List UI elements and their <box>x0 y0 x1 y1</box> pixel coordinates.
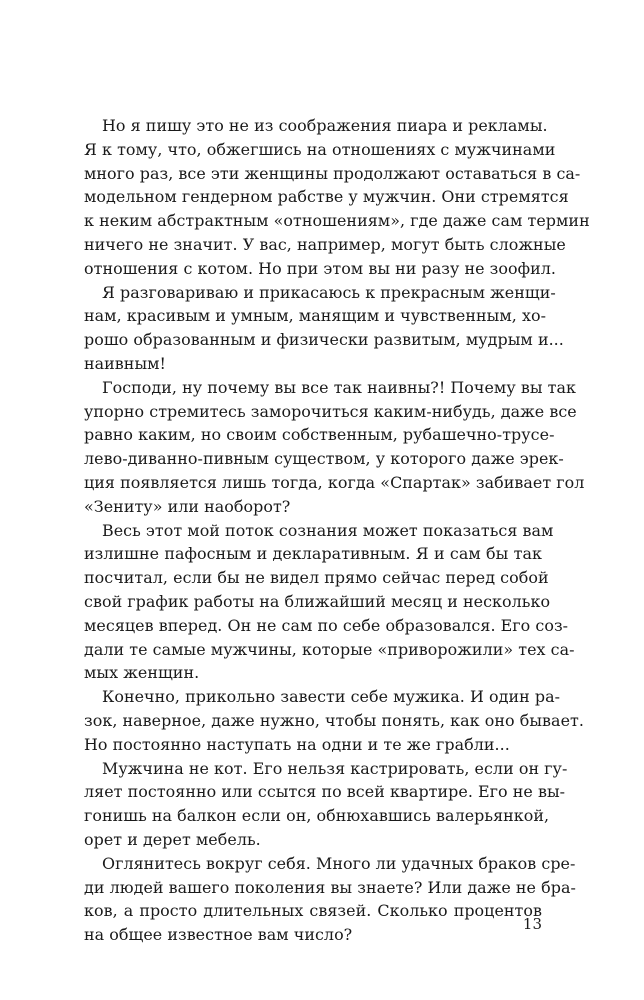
paragraph-5 <box>84 685 584 756</box>
text-line: отношения с котом. Но при этом вы ни разу не зоофил. <box>84 258 556 278</box>
text-line: дали те самые мужчины, которые «приворожили» тех са- <box>84 639 575 659</box>
paragraph-3 <box>84 376 585 519</box>
text-line: свой график работы на ближайший месяц и несколько <box>84 591 551 611</box>
paragraph-6 <box>84 757 568 852</box>
text-line: орет и дерет мебель. <box>84 829 261 849</box>
text-line: рошо образованным и физически развитым, мудрым и... <box>84 330 564 350</box>
text-line: Но постоянно наступать на одни и те же грабли... <box>84 734 510 754</box>
text-line: равно каким, но своим собственным, рубашечно-трусе- <box>84 425 555 445</box>
text-line: Я разговариваю и прикасаюсь к прекрасным женщи- <box>102 282 556 302</box>
text-line: гонишь на балкон если он, обнюхавшись валерьянкой, <box>84 806 550 826</box>
text-line: нам, красивым и умным, манящим и чувственным, хо- <box>84 306 547 326</box>
text-line: модельном гендерном рабстве у мужчин. Они стремятся <box>84 187 569 207</box>
body-text <box>84 114 590 947</box>
text-line: «Зениту» или наоборот? <box>84 496 291 516</box>
text-line: ков, а просто длительных связей. Сколько процентов <box>84 901 542 921</box>
text-line: месяцев вперед. Он не сам по себе образовался. Его соз- <box>84 615 569 635</box>
text-line: упорно стремитесь заморочиться каким-нибудь, даже все <box>84 401 577 421</box>
text-line: Весь этот мой поток сознания может показаться вам <box>102 520 554 540</box>
paragraph-7 <box>84 852 576 947</box>
page-number: 13 <box>522 915 542 933</box>
text-line: излишне пафосным и декларативным. Я и сам бы так <box>84 544 542 564</box>
text-line: к неким абстрактным «отношениям», где даже сам термин <box>84 211 590 231</box>
text-line: лево-диванно-пивным существом, у которого даже эрек- <box>84 449 564 469</box>
paragraph-2 <box>84 281 564 376</box>
text-line: много раз, все эти женщины продолжают оставаться в са- <box>84 163 581 183</box>
text-line: ди людей вашего поколения вы знаете? Или даже не бра- <box>84 877 576 897</box>
text-line: ция появляется лишь тогда, когда «Спартак» забивает гол <box>84 472 585 492</box>
text-line: Мужчина не кот. Его нельзя кастрировать, если он гу- <box>102 758 568 778</box>
text-line: Оглянитесь вокруг себя. Много ли удачных браков сре- <box>102 853 576 873</box>
text-line: ляет постоянно или ссытся по всей квартире. Его не вы- <box>84 782 566 802</box>
text-line: посчитал, если бы не видел прямо сейчас перед собой <box>84 568 549 588</box>
paragraph-1 <box>84 114 590 281</box>
text-line: Господи, ну почему вы все так наивны?! Почему вы так <box>102 377 576 397</box>
text-line: мых женщин. <box>84 663 200 683</box>
text-line: на общее известное вам число? <box>84 925 353 945</box>
text-line: Я к тому, что, обжегшись на отношениях с мужчинами <box>84 139 556 159</box>
text-line: Конечно, прикольно завести себе мужика. И один ра- <box>102 687 561 707</box>
text-line: ничего не значит. У вас, например, могут быть сложные <box>84 234 566 254</box>
text-line: зок, наверное, даже нужно, чтобы понять, как оно бывает. <box>84 710 584 730</box>
text-line: Но я пишу это не из соображения пиара и рекламы. <box>102 116 548 135</box>
paragraph-4 <box>84 519 575 686</box>
text-line: наивным! <box>84 353 166 373</box>
